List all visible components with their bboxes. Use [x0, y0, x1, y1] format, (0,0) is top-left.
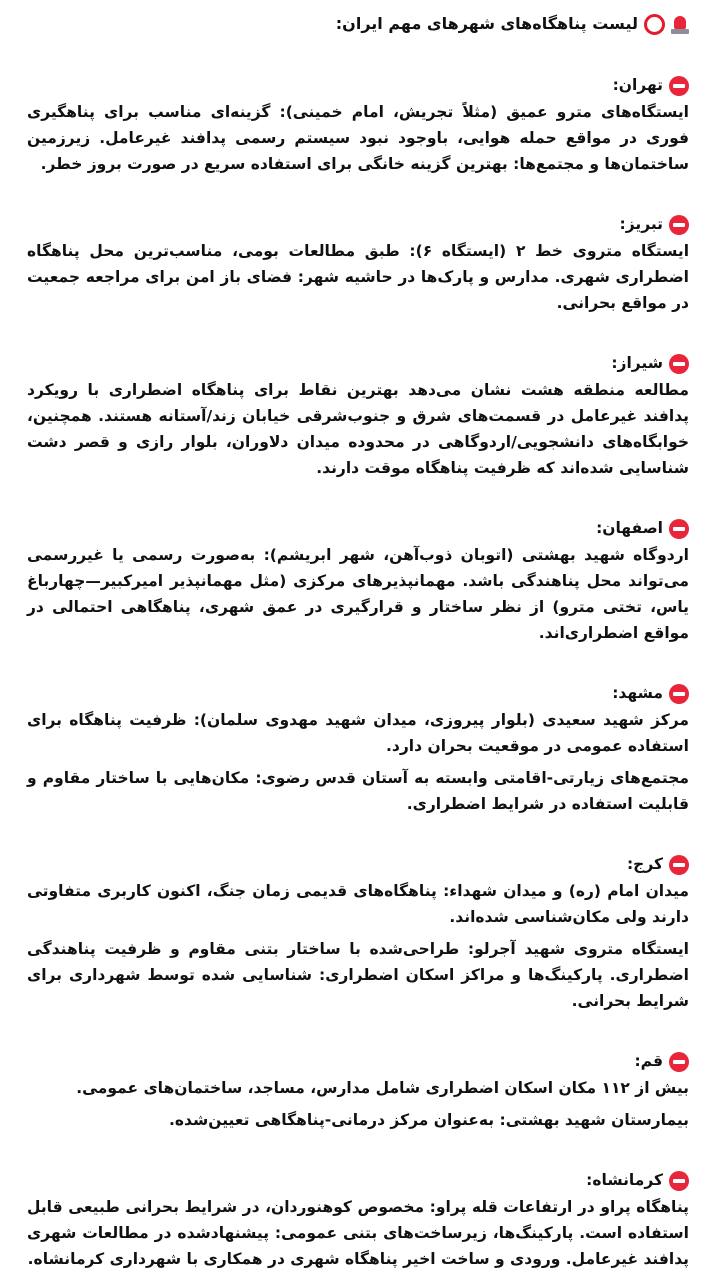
- no-entry-icon: [669, 76, 689, 96]
- city-section: [27, 680, 689, 817]
- city-paragraph: میدان امام (ره) و میدان شهداء: پناهگاه‌های قدیمی زمان جنگ، اکنون کاربری متفاوتی دارند ولی مکان‌شناسی شده‌اند.: [27, 882, 689, 926]
- no-entry-icon: [669, 354, 689, 374]
- no-entry-icon: [669, 215, 689, 235]
- city-heading: [27, 680, 689, 707]
- city-paragraph: اردوگاه شهید بهشتی (اتوبان ذوب‌آهن، شهر ابریشم): به‌صورت رسمی یا غیررسمی می‌تواند محل پناهندگی باشد. مهمانپذیرهای مرکزی (مثل مهمانپذیر امیرکبیر—چهارباغ یاس، تختی مترو) از نظر ساختار و قرارگیری در عمق شهری، پناهگاهی احتمالی در مواقع اضطراری‌اند.: [27, 546, 689, 642]
- city-section: [27, 211, 689, 316]
- no-entry-icon: [669, 1171, 689, 1191]
- title-text: لیست پناهگاه‌های شهرهای مهم ایران:: [335, 14, 638, 33]
- city-heading: [27, 1048, 689, 1075]
- document-title: [27, 10, 689, 38]
- city-sections: [27, 72, 689, 1272]
- city-paragraph: ایستگاه‌های مترو عمیق (مثلاً تجریش، امام خمینی): گزینه‌ای مناسب برای پناهگیری فوری در مواقع حمله هوایی، باوجود نبود سیستم رسمی پدافند غیرعامل. زیرزمین ساختمان‌ها و مجتمع‌ها: بهترین گزینه خانگی برای استفاده سریع در صورت بروز خطر.: [27, 103, 689, 173]
- city-name: اصفهان:: [596, 519, 663, 537]
- city-section: [27, 851, 689, 1014]
- city-paragraph: مرکز شهید سعیدی (بلوار پیروزی، میدان شهید مهدوی سلمان): ظرفیت پناهگاه برای استفاده عمومی در موقعیت بحران دارد.: [27, 711, 689, 755]
- no-entry-icon: [669, 519, 689, 539]
- city-section: [27, 72, 689, 177]
- city-section: [27, 350, 689, 481]
- ring-icon: [644, 14, 665, 35]
- city-name: کرمانشاه:: [586, 1171, 663, 1189]
- city-name: قم:: [634, 1052, 663, 1070]
- city-paragraph: ایستگاه متروی خط ۲ (ایستگاه ۶): طبق مطالعات بومی، مناسب‌ترین محل پناهگاه اضطراری شهری. مدارس و پارک‌ها در حاشیه شهر: فضای باز امن برای مراجعه جمعیت در مواقع بحرانی.: [27, 242, 690, 312]
- city-section: [27, 1048, 689, 1133]
- no-entry-icon: [669, 684, 689, 704]
- city-section: [27, 1167, 689, 1272]
- city-heading: [27, 72, 689, 99]
- siren-icon: [671, 14, 689, 34]
- city-name: تهران:: [612, 76, 663, 94]
- city-heading: [27, 211, 689, 238]
- city-heading: [27, 851, 689, 878]
- city-paragraph: ایستگاه متروی شهید آجرلو: طراحی‌شده با ساختار بتنی مقاوم و ظرفیت پناهندگی اضطراری. پارکینگ‌ها و مراکز اسکان اضطراری: شناسایی شده توسط شهرداری برای شرایط بحرانی.: [27, 940, 689, 1010]
- city-section: [27, 515, 689, 646]
- no-entry-icon: [669, 855, 689, 875]
- city-paragraph: بیمارستان شهید بهشتی: به‌عنوان مرکز درمانی-پناهگاهی تعیین‌شده.: [169, 1111, 689, 1129]
- city-name: مشهد:: [612, 684, 663, 702]
- city-paragraph: مجتمع‌های زیارتی-اقامتی وابسته به آستان قدس رضوی: مکان‌هایی با ساختار مقاوم و قابلیت استفاده در شرایط اضطراری.: [27, 769, 689, 813]
- city-heading: [27, 1167, 689, 1194]
- city-paragraph: پناهگاه پراو در ارتفاعات قله پراو: مخصوص کوهنوردان، در شرایط بحرانی طبیعی قابل استفاده است. پارکینگ‌ها، زیرساخت‌های بتنی عمومی: پیشنهادشده در مطالعات شهری پدافند غیرعامل. ورودی و ساخت اخیر پناهگاه شهری در همکاری با شهرداری کرمانشاه.: [27, 1198, 689, 1268]
- city-heading: [27, 515, 689, 542]
- city-paragraph: بیش از ۱۱۲ مکان اسکان اضطراری شامل مدارس، مساجد، ساختمان‌های عمومی.: [76, 1079, 689, 1097]
- city-name: کرج:: [626, 855, 663, 873]
- city-name: شیراز:: [611, 354, 663, 372]
- city-heading: [27, 350, 689, 377]
- city-paragraph: مطالعه منطقه هشت نشان می‌دهد بهترین نقاط برای پناهگاه اضطراری با رویکرد پدافند غیرعامل در قسمت‌های شرق و جنوب‌شرقی خیابان زند/آستانه هستند. همچنین، خوابگاه‌های دانشجویی/اردوگاهی در محدوده میدان دلاوران، بلوار رازی و قصر دشت شناسایی شده‌اند که ظرفیت پناهگاه موقت دارند.: [27, 381, 689, 477]
- city-name: تبریز:: [619, 215, 663, 233]
- no-entry-icon: [669, 1052, 689, 1072]
